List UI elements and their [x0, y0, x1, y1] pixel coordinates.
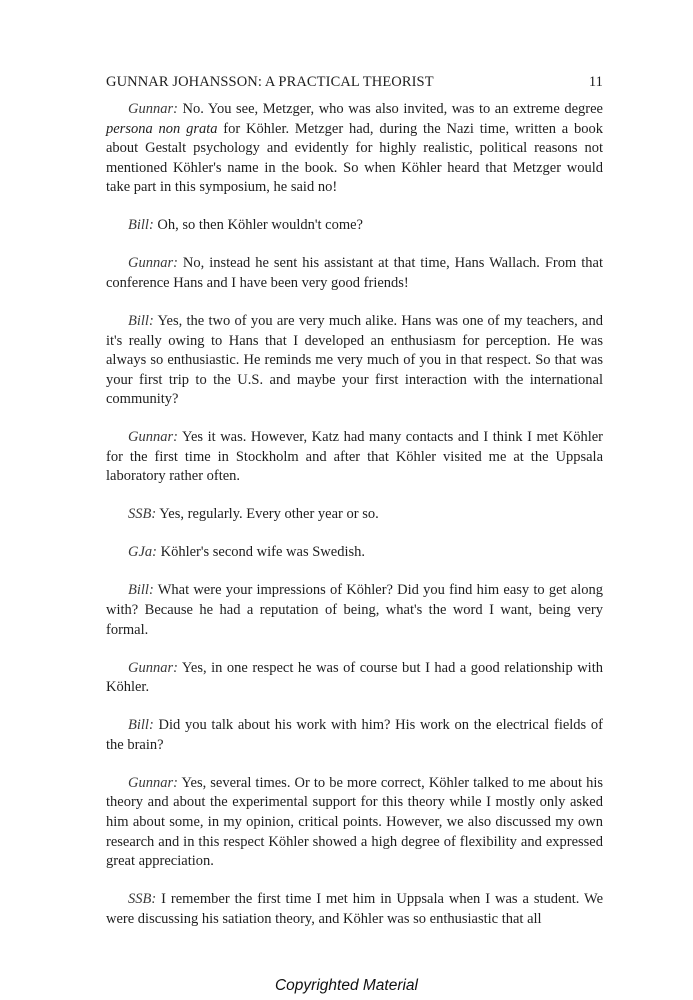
paragraph	[106, 312, 603, 410]
speaker-label: Gunnar:	[128, 255, 178, 272]
speaker-label: Bill:	[128, 312, 154, 329]
speaker-label: Gunnar:	[128, 659, 178, 676]
paragraph	[106, 216, 603, 236]
speaker-label: GJa:	[128, 544, 157, 561]
speaker-label: Bill:	[128, 217, 154, 234]
paragraph	[106, 428, 603, 487]
paragraph	[106, 716, 603, 755]
paragraph	[106, 505, 603, 525]
paragraph	[106, 543, 603, 563]
paragraph	[106, 774, 603, 872]
speaker-label: Bill:	[128, 582, 154, 599]
paragraph-text: Yes, in one respect he was of course but I had a good relationship with Köhler.	[106, 659, 603, 696]
paragraph-text: Yes, regularly. Every other year or so.	[156, 506, 379, 523]
paragraph-text: No. You see, Metzger, who was also invited, was to an extreme degree	[177, 101, 603, 117]
speaker-label: Bill:	[128, 717, 154, 734]
running-head-title: GUNNAR JOHANSSON: A PRACTICAL THEORIST	[106, 74, 434, 90]
copyright-notice: Copyrighted Material	[274, 977, 418, 994]
paragraph	[106, 890, 603, 929]
paragraph-text: Yes, the two of you are very much alike. Hans was one of my teachers, and it's really owing to Hans that I developed an enthusiasm for perception. He was always so enthusiastic. He reminds me very much of you in that respect. So that was your first trip to the U.S. and maybe your first interaction with the international community?	[106, 312, 603, 408]
emphasis-text: persona non grata	[106, 120, 218, 137]
paragraph-text: Did you talk about his work with him? His work on the electrical fields of the brain?	[106, 717, 603, 753]
paragraph	[106, 254, 603, 293]
paragraph-text: Yes it was. However, Katz had many contacts and I think I met Köhler for the first time in Stockholm and after that Köhler visited me at the Uppsala laboratory rather often.	[106, 429, 603, 485]
paragraph-text: Yes, several times. Or to be more correct, Köhler talked to me about his theory and about the experimental support for this theory while I mostly only asked him about some, in my opinion, critical points. However, we also discussed my own research and in this respect Köhler showed a high degree of flexibility and expressed great appreciation.	[106, 774, 603, 870]
speaker-label: Gunnar:	[128, 101, 178, 117]
paragraph-text: No, instead he sent his assistant at that time, Hans Wallach. From that conference Hans and I have been very good friends!	[106, 255, 603, 291]
paragraph	[106, 100, 603, 198]
page-number: 11	[588, 74, 603, 90]
speaker-label: Gunnar:	[128, 774, 178, 791]
speaker-label: SSB:	[128, 891, 157, 908]
paragraph	[106, 659, 603, 698]
paragraph-text: Oh, so then Köhler wouldn't come?	[153, 217, 363, 234]
paragraph-text: for Köhler. Metzger had, during the Nazi time, written a book about Gestalt psychology and evidently for highly realistic, political reasons not mentioned Köhler's name in the book. So when Köhler heard that Metzger would take part in this symposium, he said no!	[106, 120, 603, 196]
speaker-label: SSB:	[128, 506, 157, 523]
body-text	[106, 100, 603, 948]
paragraph	[106, 581, 603, 640]
paragraph-text: I remember the first time I met him in Uppsala when I was a student. We were discussing his satiation theory, and Köhler was so enthusiastic that all	[106, 891, 603, 927]
speaker-label: Gunnar:	[128, 429, 178, 446]
paragraph-text: What were your impressions of Köhler? Did you find him easy to get along with? Because he had a reputation of being, what's the word I want, being very formal.	[106, 582, 603, 638]
paragraph-text: Köhler's second wife was Swedish.	[157, 544, 365, 561]
